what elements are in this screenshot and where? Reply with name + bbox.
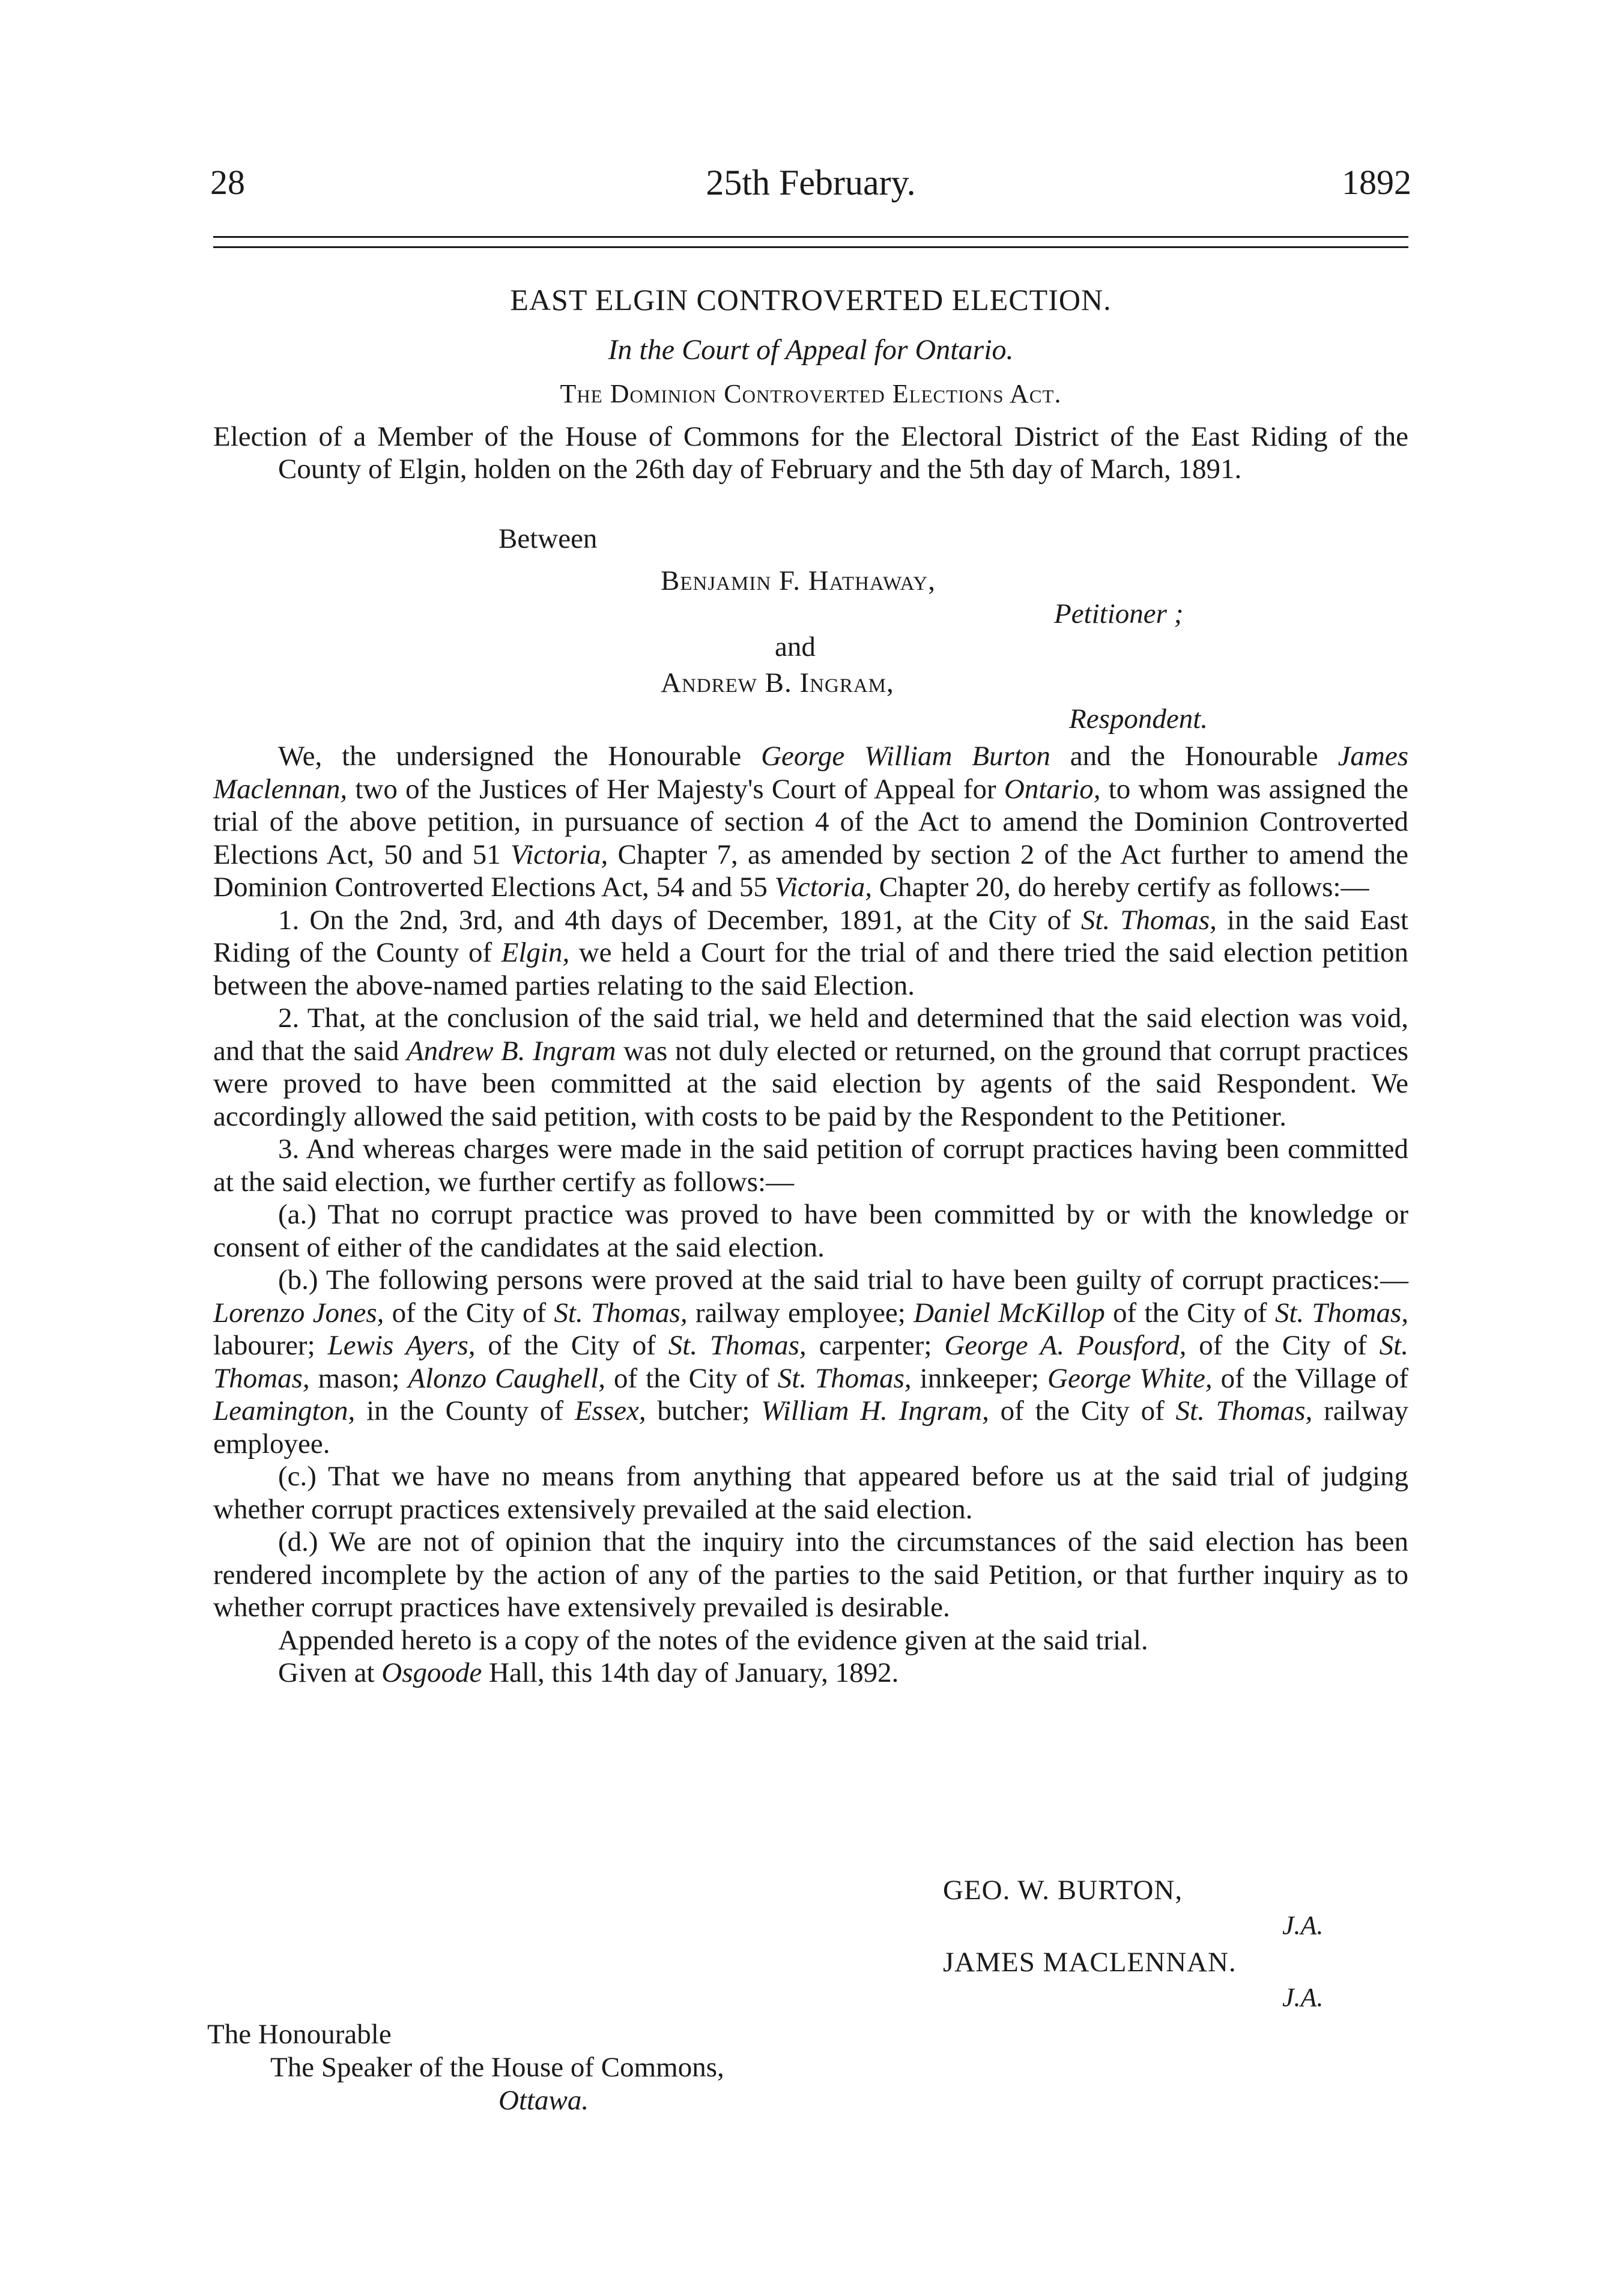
header-date: 25th February. xyxy=(706,163,916,202)
petitioner-name: Benjamin F. Hathaway, xyxy=(661,565,936,596)
address-line-2: The Speaker of the House of Commons, xyxy=(270,2052,724,2083)
signature-burton-title: J.A. xyxy=(1282,1911,1324,1940)
appended-note: Appended hereto is a copy of the notes of the evidence given at the said trial. xyxy=(278,1624,1148,1656)
paragraph-preamble: We, the undersigned the Honourable George William Burton and the Honourable James Maclennan, two of the Justices of Her Majesty's Court of Appeal for Ontario, to whom was assigned the trial of the above petition, in pursuance of section 4 of the Act to amend the Dominion Controverted Elections Act, 50 and 51 Victoria, Chapter 7, as amended by section 2 of the Act further to amend the Dominion Controverted Elections Act, 54 and 55 Victoria, Chapter 20, do hereby certify as follows:— xyxy=(213,741,1408,903)
paragraph-3c: (c.) That we have no means from anything that appeared before us at the said trial of judging whether corrupt practices extensively prevailed at the said election. xyxy=(213,1461,1408,1525)
certificate-body xyxy=(213,740,1408,1690)
given-at-line: Given at Osgoode Hall, this 14th day of January, 1892. xyxy=(278,1657,899,1688)
header-rule-bottom xyxy=(213,246,1408,248)
header-rule-top xyxy=(213,236,1408,238)
paragraph-3a: (a.) That no corrupt practice was proved to have been committed by or with the knowledge or consent of either of the candidates at the said election. xyxy=(213,1199,1408,1263)
signature-maclennan: JAMES MACLENNAN. xyxy=(943,1947,1237,1978)
and-label: and xyxy=(775,631,816,662)
address-line-1: The Honourable xyxy=(207,2019,392,2050)
paragraph-1: 1. On the 2nd, 3rd, and 4th days of December, 1891, at the City of St. Thomas, in the said East Riding of the County of Elgin, we held a Court for the trial of and there tried the said election petition between the above-named parties relating to the said Election. xyxy=(213,904,1408,1001)
page-number: 28 xyxy=(210,163,245,202)
between-label: Between xyxy=(498,523,598,554)
paragraph-3d: (d.) We are not of opinion that the inquiry into the circumstances of the said election has been rendered incomplete by the action of any of the parties to the said Petition, or that further inquiry as to whether corrupt practices have extensively prevailed is desirable. xyxy=(213,1526,1408,1623)
election-description xyxy=(213,420,1408,485)
page-header xyxy=(210,162,1411,210)
respondent-role: Respondent. xyxy=(1069,703,1208,735)
document-title: EAST ELGIN CONTROVERTED ELECTION. xyxy=(510,283,1112,317)
petitioner-role: Petitioner ; xyxy=(1054,598,1184,629)
signature-burton: GEO. W. BURTON, xyxy=(943,1875,1183,1906)
address-line-3: Ottawa. xyxy=(498,2085,589,2116)
intro-paragraph: Election of a Member of the House of Commons for the Electoral District of the East Riding of the County of Elgin, holden on the 26th day of February and the 5th day of March, 1891. xyxy=(213,421,1408,485)
respondent-name: Andrew B. Ingram, xyxy=(661,667,894,699)
paragraph-3b: (b.) The following persons were proved at the said trial to have been guilty of corrupt practices:—Lorenzo Jones, of the City of St. Thomas, railway employee; Daniel McKillop of the City of St. Thomas, labourer; Lewis Ayers, of the City of St. Thomas, carpenter; George A. Pousford, of the City of St. Thomas, mason; Alonzo Caughell, of the City of St. Thomas, innkeeper; George White, of the Village of Leamington, in the County of Essex, butcher; William H. Ingram, of the City of St. Thomas, railway employee. xyxy=(213,1264,1409,1460)
paragraph-2: 2. That, at the conclusion of the said trial, we held and determined that the said election was void, and that the said Andrew B. Ingram was not duly elected or returned, on the ground that corrupt practices were proved to have been committed at the said election by agents of the said Respondent. We accordingly allowed the said petition, with costs to be paid by the Respondent to the Petitioner. xyxy=(213,1002,1408,1132)
header-year: 1892 xyxy=(1342,163,1411,202)
signature-maclennan-title: J.A. xyxy=(1282,1983,1324,2012)
paragraph-3: 3. And whereas charges were made in the said petition of corrupt practices having been committed at the said election, we further certify as follows:— xyxy=(213,1133,1408,1198)
act-name: The Dominion Controverted Elections Act. xyxy=(560,379,1062,408)
court-name: In the Court of Appeal for Ontario. xyxy=(608,334,1014,366)
